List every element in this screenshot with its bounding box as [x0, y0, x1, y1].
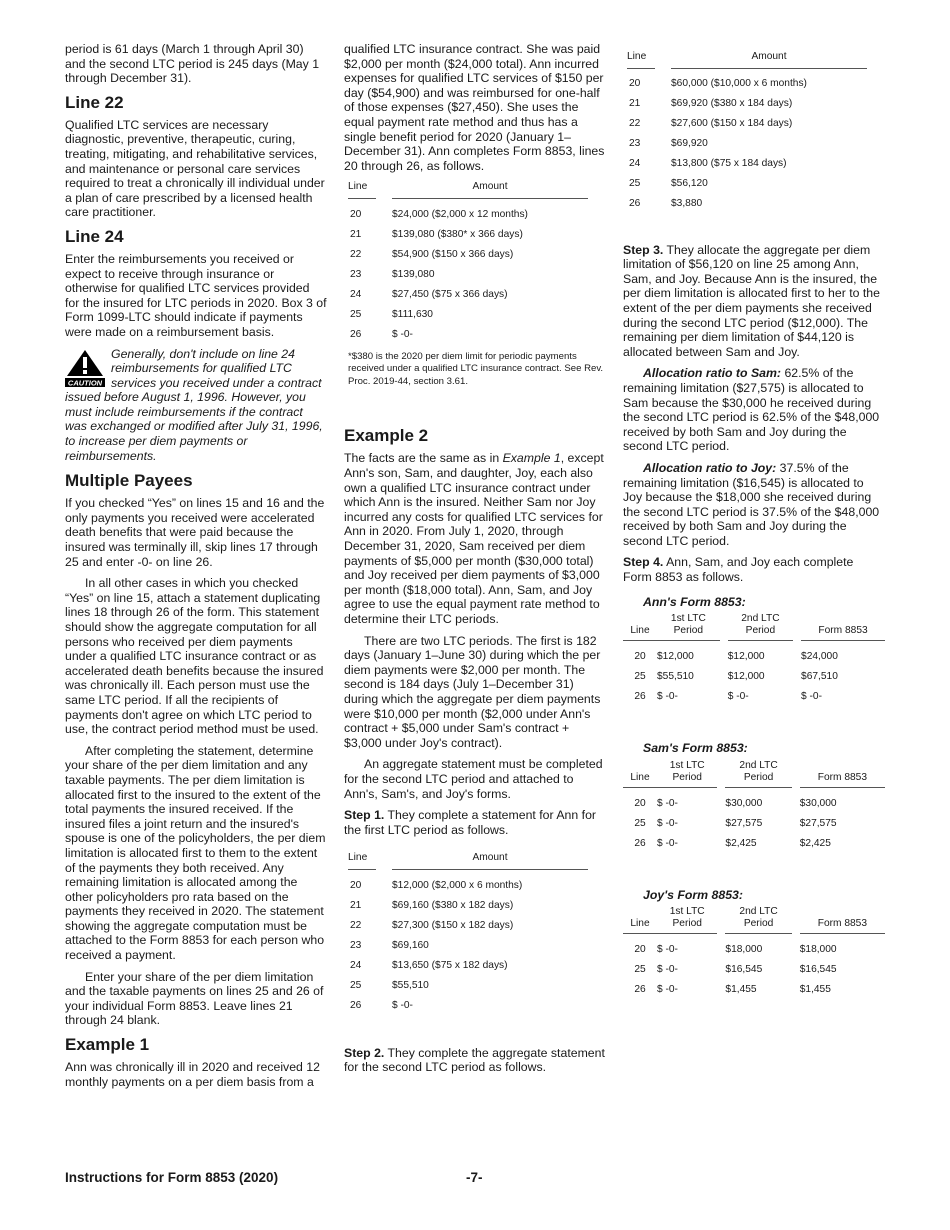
table-header-line: Line: [627, 50, 655, 68]
cell-line: 20: [634, 944, 646, 956]
cell-line: 25: [350, 979, 362, 991]
caution-icon: [65, 349, 105, 387]
header-line: Line: [623, 613, 657, 641]
multiple-payees-paragraph-1: If you checked “Yes” on lines 15 and 16 and the only payments you received were accelerated death benefits that were paid because the insured was terminally ill, skip lines 17 through 25 and enter -0- on line 26.: [65, 496, 325, 569]
cell-form-8853: $2,425: [799, 837, 831, 849]
cell-line: 20: [350, 208, 362, 220]
example-2-paragraph-3: An aggregate statement must be completed for the second LTC period and attached to Ann's, Sam's, and Joy's forms.: [344, 757, 603, 801]
table-row: [627, 95, 867, 115]
cell-line: 21: [350, 899, 362, 911]
cell-amount: $ -0-: [392, 999, 413, 1011]
header-form-8853: Form 8853: [801, 613, 885, 641]
multiple-payees-paragraph-4: Enter your share of the per diem limitation and the taxable payments on lines 25 and 26 of your individual Form 8853. Leave lines 21 through 24 blank.: [65, 969, 324, 1028]
cell-2nd-period: $1,455: [725, 984, 757, 996]
table-header-line: Line: [348, 851, 376, 869]
cell-1st-period: $ -0-: [657, 817, 678, 829]
cell-amount: $56,120: [671, 178, 708, 190]
line-24-paragraph: Enter the reimbursements you received or expect to receive through insurance or otherwise for qualified LTC services provided for the insured for LTC periods in 2020. Box 3 of Form 1099-LTC should indicate if payments were made on a reimbursement basis.: [65, 251, 327, 339]
cell-amount: $55,510: [392, 979, 429, 991]
step-2-table: [627, 50, 867, 215]
cell-line: 25: [629, 178, 641, 190]
cell-2nd-period: $27,575: [725, 817, 763, 829]
cell-line: 26: [350, 999, 362, 1011]
table-row: [348, 265, 588, 285]
allocation-joy-paragraph: Allocation ratio to Joy: 37.5% of the remaining limitation ($16,545) is allocated to Joy because the $18,000 she received during the second LTC period is 37.5% of the $48,000 received by both Sam and Joy during the second LTC period.: [623, 460, 880, 548]
caution-note: [65, 347, 327, 464]
cell-2nd-period: $ -0-: [727, 690, 749, 702]
heading-multiple-payees: Multiple Payees: [65, 471, 193, 491]
column-2: [344, 42, 606, 1082]
cell-amount: $27,300 ($150 x 182 days): [392, 919, 514, 931]
table-row: [348, 976, 588, 996]
cell-form-8853: $ -0-: [801, 690, 822, 702]
cell-form-8853: $18,000: [799, 944, 837, 956]
table-row: [348, 956, 588, 976]
caution-label: CAUTION: [67, 378, 103, 387]
table-header-amount: Amount: [392, 180, 588, 198]
header-form-8853: Form 8853: [800, 906, 885, 934]
joy-form-title: Joy's Form 8853:: [643, 887, 743, 902]
step-4-paragraph: Step 4. Ann, Sam, and Joy each complete Form 8853 as follows.: [623, 555, 854, 585]
table-row: [627, 155, 867, 175]
table-row: [623, 960, 885, 980]
heading-example-2: Example 2: [344, 426, 429, 446]
cell-2nd-period: $2,425: [725, 837, 757, 849]
cell-form-8853: $67,510: [801, 670, 838, 682]
header-2nd-ltc-period: 2nd LTC Period: [728, 613, 793, 641]
table-header-line: Line: [348, 180, 376, 198]
cell-line: 26: [634, 984, 646, 996]
cell-amount: $69,160 ($380 x 182 days): [392, 899, 514, 911]
cell-1st-period: $ -0-: [657, 944, 678, 956]
table-row: [623, 687, 885, 707]
allocation-sam-paragraph: Allocation ratio to Sam: 62.5% of the remaining limitation ($27,575) is allocated to Sam because the $30,000 he received during the second LTC period is 62.5% of the $48,000 received by both Sam and Joy during the second LTC period.: [623, 366, 880, 454]
cell-line: 20: [350, 879, 362, 891]
cell-2nd-period: $18,000: [725, 944, 763, 956]
cell-amount: $27,600 ($150 x 184 days): [671, 118, 793, 130]
cell-amount: $13,800 ($75 x 184 days): [671, 158, 787, 170]
cell-form-8853: $16,545: [799, 964, 837, 976]
table-row: [348, 225, 588, 245]
cell-line: 24: [350, 288, 362, 300]
table-row: [348, 996, 588, 1016]
cell-1st-period: $ -0-: [657, 837, 678, 849]
page-number: -7-: [466, 1170, 483, 1185]
header-1st-ltc-period: 1st LTC Period: [657, 760, 717, 788]
table-row: [348, 245, 588, 265]
table-row: [627, 135, 867, 155]
table-row: [627, 115, 867, 135]
header-form-8853: Form 8853: [800, 760, 885, 788]
cell-amount: $60,000 ($10,000 x 6 months): [671, 78, 807, 90]
cell-line: 22: [350, 919, 362, 931]
cell-amount: $111,630: [392, 308, 433, 320]
cell-1st-period: $12,000: [657, 650, 694, 662]
example-1-paragraph: Ann was chronically ill in 2020 and received 12 monthly payments on a per diem basis from a: [65, 1060, 320, 1089]
cell-amount: $12,000 ($2,000 x 6 months): [392, 879, 523, 891]
cell-2nd-period: $12,000: [727, 670, 765, 682]
ann-form-table: [623, 613, 885, 707]
table-header-amount: Amount: [671, 50, 867, 68]
cell-line: 22: [629, 118, 641, 130]
column-1: [65, 42, 327, 1096]
example-2-paragraph-2: There are two LTC periods. The first is 182 days (January 1–June 30) during which the per diem payments were $2,000 per month. The second is 184 days (July 1–December 31) during which the aggregate per diem payments were $10,000 per month ($2,000 under Ann's contract + $5,000 under Sam's contract + $3,000 under Joy's contract).: [344, 633, 601, 750]
cell-amount: $27,450 ($75 x 366 days): [392, 288, 508, 300]
cell-line: 25: [634, 670, 646, 682]
step-2-paragraph: Step 2. They complete the aggregate statement for the second LTC period as follows.: [344, 1045, 605, 1075]
table-row: [623, 667, 885, 687]
cell-line: 26: [634, 690, 646, 702]
cell-line: 25: [634, 817, 646, 829]
cell-line: 22: [350, 248, 362, 260]
cell-amount: $69,920 ($380 x 184 days): [671, 98, 793, 110]
cell-form-8853: $24,000: [801, 650, 838, 662]
table-header-amount: Amount: [392, 851, 588, 869]
footer-title: Instructions for Form 8853 (2020): [65, 1170, 279, 1185]
cell-1st-period: $ -0-: [657, 984, 678, 996]
cell-2nd-period: $12,000: [727, 650, 765, 662]
cell-form-8853: $1,455: [799, 984, 831, 996]
cell-line: 24: [629, 158, 641, 170]
cell-2nd-period: $16,545: [725, 964, 763, 976]
table-row: [623, 934, 885, 961]
step-1-table: [348, 851, 588, 1016]
cell-line: 23: [350, 268, 362, 280]
sam-form-title: Sam's Form 8853:: [643, 741, 748, 756]
cell-2nd-period: $30,000: [725, 797, 763, 809]
example-2-paragraph-1: The facts are the same as in Example 1, except Ann's son, Sam, and daughter, Joy, each also own a qualified LTC insurance contract under which Ann is the insured. Neither Sam nor Joy incurred any costs for qualified LTC services for Ann in 2020. From July 1, 2020, through December 31, 2020, Sam received per diem payments of $5,000 per month ($30,000 total) and Joy received per diem payments of $3,000 per month ($18,000 total). Ann, Sam, and Joy agree to use the equal payment rate method to determine their LTC periods.: [344, 451, 604, 626]
cell-1st-period: $ -0-: [657, 964, 678, 976]
table-row: [627, 68, 867, 95]
joy-form-table: [623, 906, 885, 1000]
cell-line: 20: [634, 650, 646, 662]
table-row: [348, 916, 588, 936]
line-22-paragraph: Qualified LTC services are necessary diagnostic, preventive, therapeutic, curing, treating, mitigating, and rehabilitative services, and maintenance or personal care services required to treat a chronically ill individual under a plan of care prescribed by a licensed health care practitioner.: [65, 117, 325, 220]
multiple-payees-paragraph-2: In all other cases in which you checked “Yes” on line 15, attach a statement duplicating lines 18 through 26 of the form. This statement should show the aggregate computation for all persons who received per diem payments under a qualified LTC insurance contract or as accelerated death benefits because the insured was chronically ill. Each person must use the same LTC period. If all the recipients of payments don't agree on which LTC period to use, the contract period method must be used.: [65, 576, 324, 737]
header-1st-ltc-period: 1st LTC Period: [657, 906, 717, 934]
cell-1st-period: $55,510: [657, 670, 694, 682]
cell-amount: $3,880: [671, 198, 703, 210]
table-row: [627, 195, 867, 215]
table-row: [348, 198, 588, 225]
cell-amount: $69,920: [671, 138, 708, 150]
cell-1st-period: $ -0-: [657, 690, 678, 702]
table-row: [348, 305, 588, 325]
heading-example-1: Example 1: [65, 1035, 150, 1055]
cell-line: 24: [350, 959, 362, 971]
ann-form-title: Ann's Form 8853:: [643, 594, 746, 609]
cell-line: 26: [629, 198, 641, 210]
header-2nd-ltc-period: 2nd LTC Period: [725, 760, 791, 788]
example-1-continued: qualified LTC insurance contract. She was paid $2,000 per month ($24,000 total). Ann incurred expenses for qualified LTC services of $150 per day ($54,900) and was reimbursed for one-half of those expenses ($27,450). She uses the equal payment rate method and thus has a single benefit period for 2020 (January 1–December 31). Ann completes Form 8853, lines 20 through 26, as follows.: [344, 42, 605, 173]
multiple-payees-paragraph-3: After completing the statement, determine your share of the per diem limitation and any taxable payments. The per diem limitation is allocated first to the insured to the extent of the total payments the insured received. If the insured files a joint return and the insured's spouse is one of the policyholders, the per diem limitation is allocated first to them to the extent of the payments they both received. Any remaining limitation is allocated among the other policyholders pro rata based on the payments they received in 2020. The statement showing the aggregate computation must be attached to the Form 8853 for each person who received a payment.: [65, 743, 326, 963]
table-row: [627, 175, 867, 195]
cell-amount: $24,000 ($2,000 x 12 months): [392, 208, 528, 220]
cell-line: 21: [350, 228, 362, 240]
header-1st-ltc-period: 1st LTC Period: [657, 613, 720, 641]
sam-form-table: [623, 760, 885, 854]
cell-line: 26: [634, 837, 646, 849]
header-line: Line: [623, 906, 657, 934]
cell-amount: $139,080: [392, 268, 435, 280]
cell-line: 25: [634, 964, 646, 976]
header-line: Line: [623, 760, 657, 788]
cell-amount: $139,080 ($380* x 366 days): [392, 228, 523, 240]
step-3-paragraph: Step 3. They allocate the aggregate per diem limitation of $56,120 on line 25 among Ann, Sam, and Joy. Because Ann is the insured, the per diem limitation is allocated first to her to the extent of the per diem payments she received during the second LTC period ($12,000). The remaining per diem limitation of $44,120 is allocated between Sam and Joy.: [623, 242, 880, 359]
table-row: [623, 980, 885, 1000]
table-row: [348, 325, 588, 345]
footnote: *$380 is the 2020 per diem limit for periodic payments received under a qualified LTC insurance contract. See Rev. Proc. 2019-44, section 3.61.: [348, 350, 604, 387]
caution-text: Generally, don't include on line 24 reimbursements for qualified LTC services you received under a contract issued before August 1, 1996. However, you must include reimbursements if the contract was exchanged or modified after July 31, 1996, to increase per diem payments or reimbursements.: [65, 346, 323, 463]
cell-amount: $54,900 ($150 x 366 days): [392, 248, 514, 260]
step-1-paragraph: Step 1. They complete a statement for Ann for the first LTC period as follows.: [344, 808, 597, 837]
example-1-table: [348, 180, 588, 345]
cell-line: 23: [629, 138, 641, 150]
table-row: [623, 834, 885, 854]
cell-line: 23: [350, 939, 362, 951]
column-3: [623, 50, 885, 1004]
table-row: [348, 936, 588, 956]
cell-form-8853: $30,000: [799, 797, 837, 809]
cell-line: 20: [634, 797, 646, 809]
cell-line: 25: [350, 308, 362, 320]
table-row: [348, 285, 588, 305]
table-row: [348, 896, 588, 916]
cell-amount: $ -0-: [392, 328, 413, 340]
table-row: [623, 641, 885, 668]
heading-line-24: Line 24: [65, 226, 124, 246]
table-row: [623, 787, 885, 814]
cell-line: 26: [350, 328, 362, 340]
cell-form-8853: $27,575: [799, 817, 837, 829]
table-row: [623, 814, 885, 834]
header-2nd-ltc-period: 2nd LTC Period: [725, 906, 791, 934]
cell-amount: $13,650 ($75 x 182 days): [392, 959, 508, 971]
heading-line-22: Line 22: [65, 92, 124, 112]
cell-1st-period: $ -0-: [657, 797, 678, 809]
table-row: [348, 869, 588, 896]
cell-line: 21: [629, 98, 641, 110]
intro-paragraph: period is 61 days (March 1 through April 30) and the second LTC period is 245 days (May 1 through December 31).: [65, 42, 320, 86]
cell-amount: $69,160: [392, 939, 429, 951]
cell-line: 20: [629, 78, 641, 90]
